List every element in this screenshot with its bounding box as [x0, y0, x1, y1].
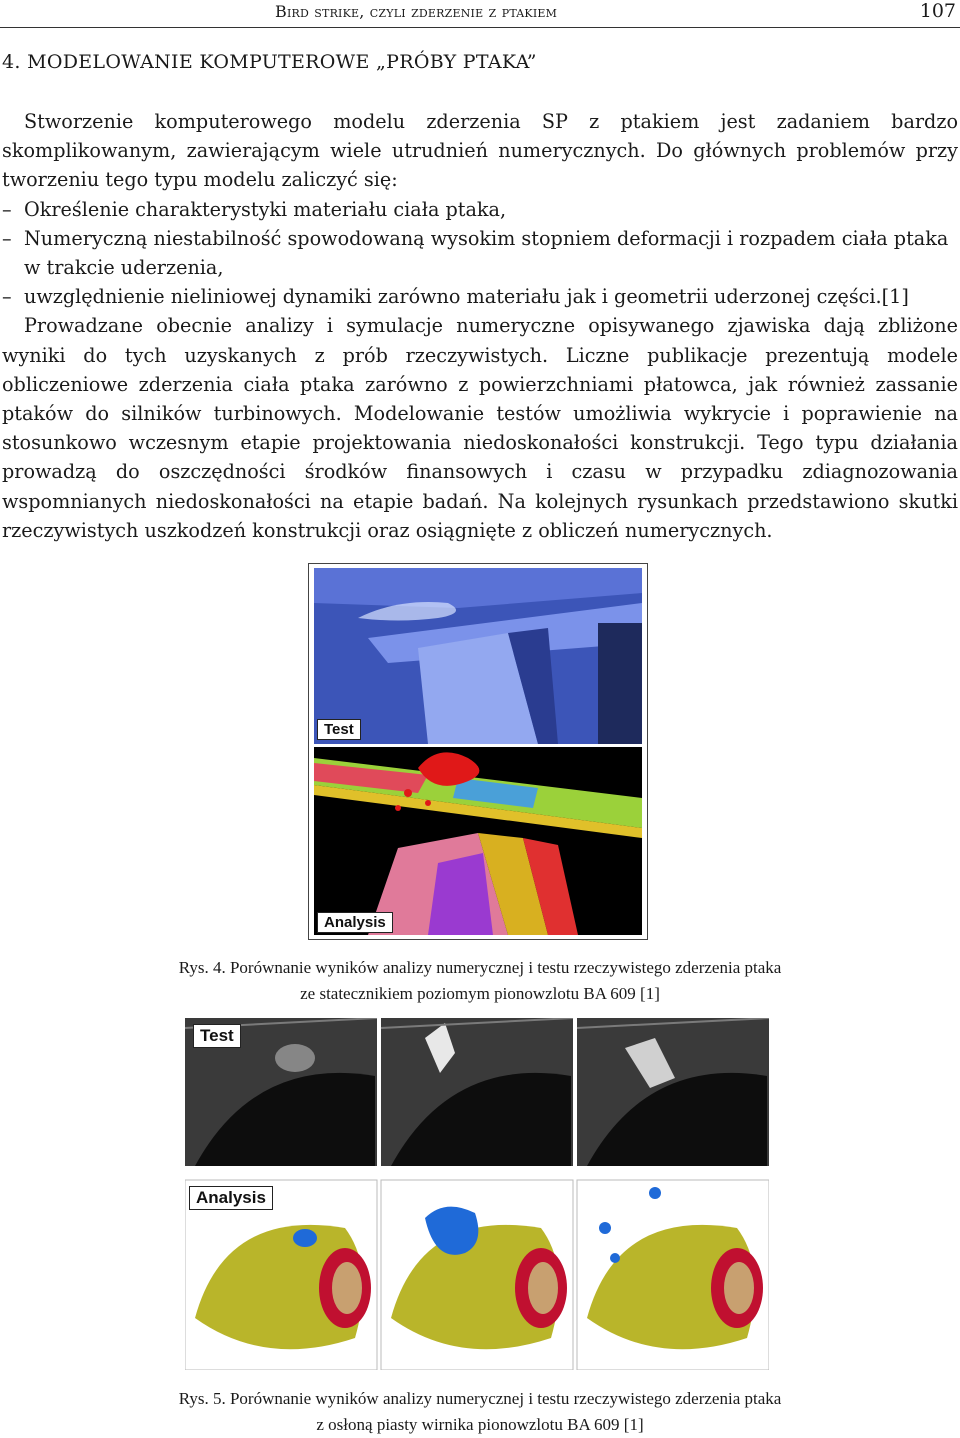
analysis-render — [314, 747, 642, 935]
figure-5-label-analysis: Analysis — [189, 1186, 273, 1210]
figure-5-label-test: Test — [193, 1024, 241, 1048]
figure-4-label-test: Test — [317, 719, 361, 740]
figure-4-image — [308, 563, 648, 940]
list-item-text: Numeryczną niestabilność spowodowaną wysokim stopniem deformacji i rozpadem ciała ptaka w trakcie uderzenia, — [24, 226, 949, 280]
list-item — [2, 224, 958, 282]
running-title: Bird strike, czyli zderzenie z ptakiem — [275, 2, 558, 21]
list-item — [2, 195, 958, 224]
figure-5 — [185, 1018, 769, 1370]
figure-5-caption — [0, 1386, 960, 1438]
list-item-text: Określenie charakterystyki materiału ciała ptaka, — [24, 197, 507, 221]
list-item-text: uwzględnienie nieliniowej dynamiki zarówno materiału jak i geometrii uderzonej części.[1] — [24, 285, 909, 309]
caption-line: Rys. 4. Porównanie wyników analizy numerycznej i testu rzeczywistego zderzenia ptaka — [178, 958, 782, 977]
list-item — [2, 282, 958, 311]
intro-paragraph: Stworzenie komputerowego modelu zderzenia SP z ptakiem jest zadaniem bardzo skomplikowanym, zawierającym wiele utrudnień numerycznych. Do głównych problemów przy tworzeniu tego typu modelu zaliczyć się: — [2, 110, 958, 192]
figure-4 — [308, 563, 648, 940]
test-photos-row — [185, 1018, 769, 1166]
body-paragraph: Prowadzane obecnie analizy i symulacje numeryczne opisywanego zjawiska dają zbliżone wyniki do tych uzyskanych z prób rzeczywistych. Liczne publikacje prezentują modele obliczeniowe zderzenia ciała ptaka zarówno z powierzchniami płatowca, jak również zassanie ptaków do silników turbinowych. Modelowanie testów umożliwia wykrycie i poprawienie na stosunkowo wczesnym etapie projektowania niedoskonałości konstrukcji. Tego typu działania prowadzą do oszczędności środków finansowych i czasu w przypadku zdiagnozowania wspomnianych niedoskonałości na etapie badań. Na kolejnych rysunkach przedstawiono skutki rzeczywistych uszkodzeń konstrukcji oraz osiągnięte z obliczeń numerycznych. — [2, 314, 958, 542]
caption-line: ze statecznikiem poziomym pionowzlotu BA 609 [1] — [300, 984, 660, 1003]
list-dash: – — [2, 285, 12, 309]
list-dash: – — [2, 197, 12, 221]
figure-4-caption — [0, 955, 960, 1007]
list-dash: – — [2, 226, 12, 250]
caption-line: z osłoną piasty wirnika pionowzlotu BA 609 [1] — [316, 1415, 644, 1434]
page-number: 107 — [919, 0, 956, 22]
section-heading: 4. MODELOWANIE KOMPUTEROWE „PRÓBY PTAKA” — [2, 51, 537, 73]
body-text — [2, 107, 958, 545]
figure-4-label-analysis: Analysis — [317, 912, 393, 933]
header-rule — [0, 27, 960, 28]
page-header — [0, 0, 960, 28]
test-photo — [314, 568, 642, 744]
caption-line: Rys. 5. Porównanie wyników analizy numerycznej i testu rzeczywistego zderzenia ptaka — [178, 1389, 782, 1408]
